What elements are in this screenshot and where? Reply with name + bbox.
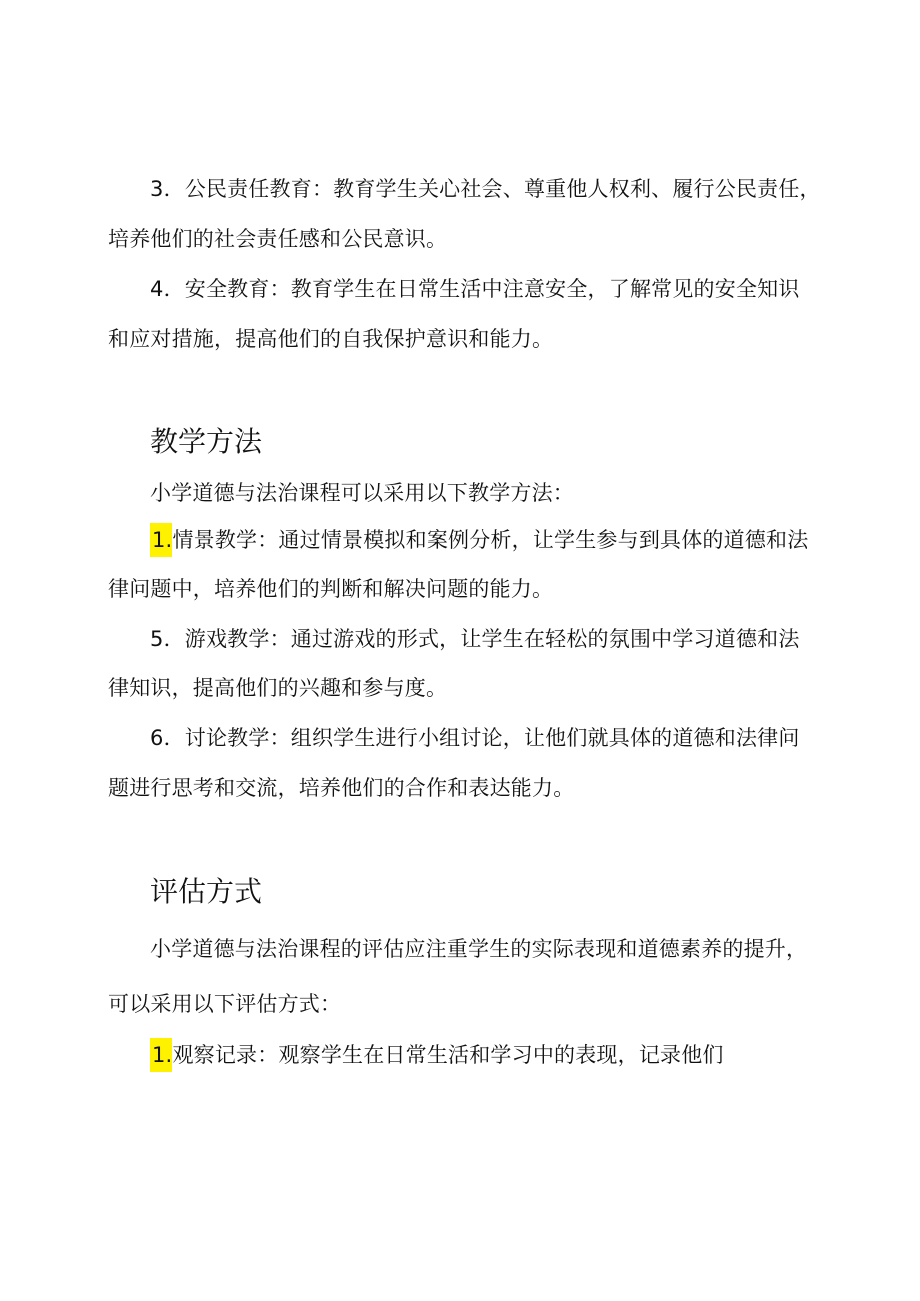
section-heading-assessment: 评估方式 — [150, 875, 263, 908]
methods-item-3-line2 — [108, 773, 574, 803]
para-text: 律问题中，培养他们的判断和解决问题的能力。 — [108, 577, 554, 601]
highlighted-list-number: 1. — [150, 1038, 172, 1072]
para-text: 小学道德与法治课程可以采用以下教学方法： — [150, 481, 574, 505]
para-text: ．公民责任教育：教育学生关心社会、尊重他人权利、履行公民责任， — [163, 177, 821, 201]
list-number: 6 — [150, 726, 164, 750]
para-safety-line2 — [108, 324, 553, 354]
para-civic-line1 — [150, 174, 821, 204]
para-text: 可以采用以下评估方式： — [108, 992, 342, 1016]
assessment-intro-line2 — [108, 989, 341, 1019]
highlighted-list-number: 1. — [150, 523, 172, 557]
methods-intro — [150, 478, 574, 508]
para-safety-line1 — [150, 274, 800, 304]
list-number: 4 — [150, 277, 164, 301]
methods-item-1-line1 — [150, 523, 808, 557]
para-civic-line2 — [108, 224, 447, 254]
list-number: 3 — [150, 177, 164, 201]
para-text: 培养他们的社会责任感和公民意识。 — [108, 227, 448, 251]
para-text: ．讨论教学：组织学生进行小组讨论，让他们就具体的道德和法律问 — [163, 726, 800, 750]
methods-item-2-line1 — [150, 624, 800, 654]
para-text: 律知识，提高他们的兴趣和参与度。 — [108, 676, 448, 700]
para-text: 观察记录：观察学生在日常生活和学习中的表现，记录他们 — [172, 1043, 724, 1067]
assessment-intro-line1 — [150, 934, 807, 964]
para-text: 情景教学：通过情景模拟和案例分析，让学生参与到具体的道德和法 — [172, 528, 809, 552]
section-heading-methods: 教学方法 — [150, 425, 263, 458]
para-text: 小学道德与法治课程的评估应注重学生的实际表现和道德素养的提升， — [150, 937, 808, 961]
para-text: ．游戏教学：通过游戏的形式，让学生在轻松的氛围中学习道德和法 — [163, 627, 800, 651]
methods-item-1-line2 — [108, 574, 553, 604]
methods-item-2-line2 — [108, 673, 447, 703]
para-text: ．安全教育：教育学生在日常生活中注意安全，了解常见的安全知识 — [163, 277, 800, 301]
methods-item-3-line1 — [150, 723, 800, 753]
list-number: 5 — [150, 627, 164, 651]
para-text: 题进行思考和交流，培养他们的合作和表达能力。 — [108, 776, 575, 800]
assessment-item-1-line1 — [150, 1038, 724, 1072]
para-text: 和应对措施，提高他们的自我保护意识和能力。 — [108, 327, 554, 351]
